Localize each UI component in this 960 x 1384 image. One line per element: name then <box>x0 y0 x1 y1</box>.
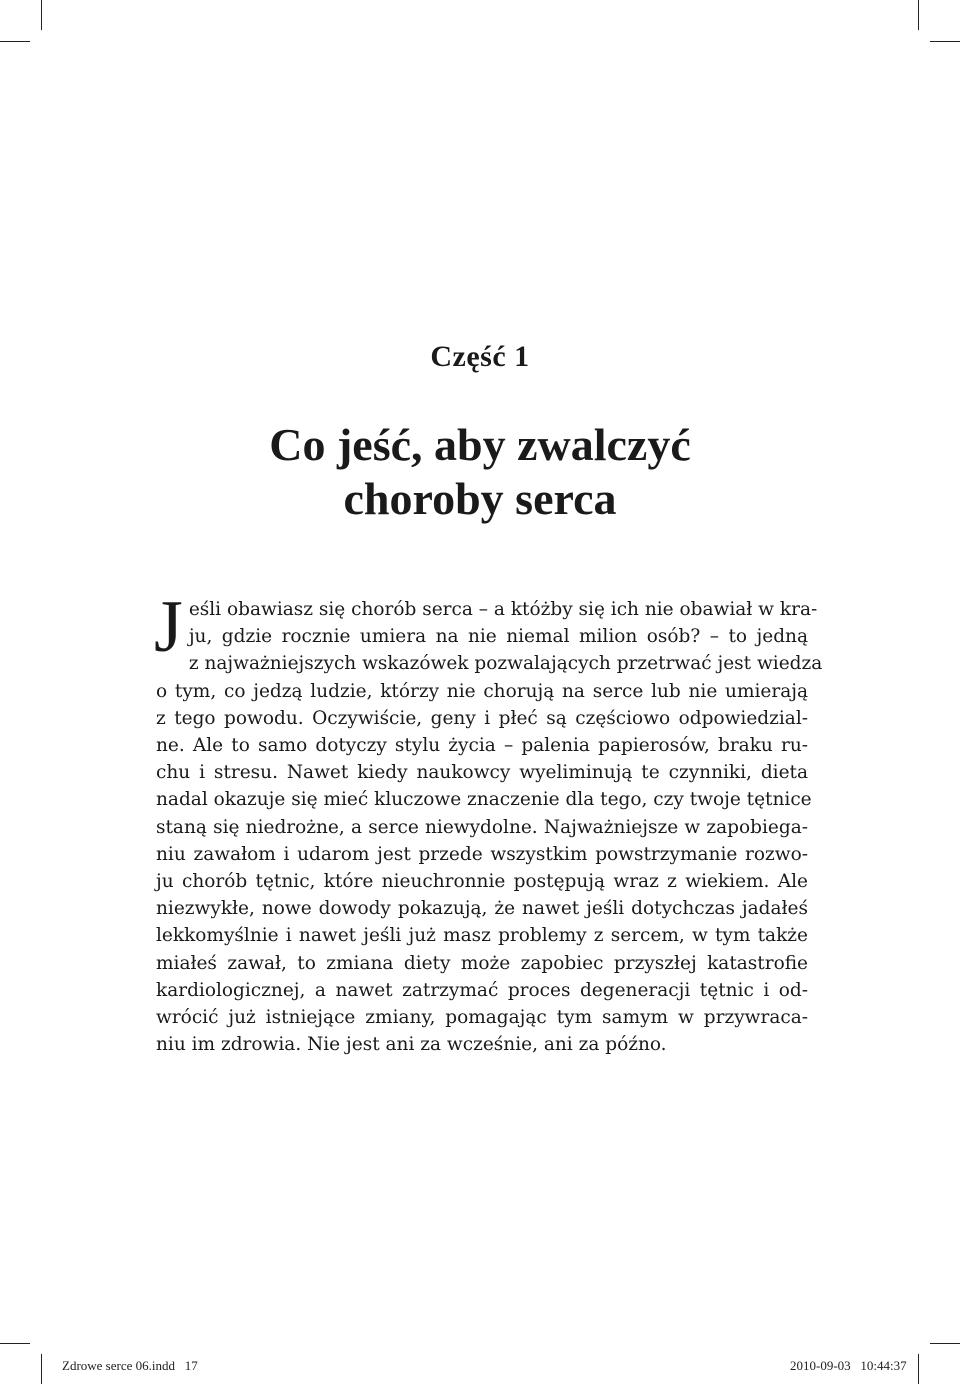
body-paragraph <box>154 586 823 1058</box>
body-line: niu im zdrowia. Nie jest ani za wcześnie, ani za późno. <box>156 1034 667 1056</box>
body-line: o tym, co jedzą ludzie, którzy nie chorują na serce lub nie umierają <box>156 680 808 702</box>
body-line: staną się niedrożne, a serce niewydolne. Najważniejsze w zapobiega- <box>156 816 808 838</box>
body-line: ju chorób tętnic, które nieuchronnie postępują wraz z wiekiem. Ale <box>156 871 808 893</box>
body-line: wrócić już istniejące zmiany, pomagając tym samym w przywraca- <box>156 1007 808 1029</box>
crop-mark-bottom-left-vertical <box>41 1354 42 1384</box>
body-line: ju, gdzie rocznie umiera na nie niemal milion osób? – to jedną <box>188 626 808 648</box>
body-line: chu i stresu. Nawet kiedy naukowcy wyeliminują te czynniki, dieta <box>156 762 808 784</box>
chapter-title-line-1: Co jeść, aby zwalczyć <box>269 419 691 470</box>
crop-mark-top-left-vertical <box>41 0 42 30</box>
body-line: niezwykłe, nowe dowody pokazują, że nawet jeśli dotychczas jadałeś <box>156 898 808 920</box>
crop-mark-bottom-right-vertical <box>918 1354 919 1384</box>
slug-timestamp: 2010-09-03 10:44:37 <box>790 1358 907 1373</box>
body-line: niu zawałom i udarom jest przede wszystkim powstrzymanie rozwo- <box>156 843 808 865</box>
body-line: kardiologicznej, a nawet zatrzymać proces degeneracji tętnic i od- <box>156 979 808 1001</box>
body-line: lekkomyślnie i nawet jeśli już masz problemy z sercem, w tym także <box>156 925 808 947</box>
crop-mark-top-right-horizontal <box>930 41 960 42</box>
crop-mark-bottom-right-horizontal <box>930 1343 960 1344</box>
crop-mark-top-right-vertical <box>918 0 919 30</box>
body-line: z najważniejszych wskazówek pozwalających przetrwać jest wiedza <box>188 653 823 675</box>
body-line: z tego powodu. Oczywiście, geny i płeć są częściowo odpowiedzial- <box>156 707 808 729</box>
body-line: miałeś zawał, to zmiana diety może zapobiec przyszłej katastrofie <box>156 952 808 974</box>
crop-mark-bottom-left-horizontal <box>0 1343 30 1344</box>
slug-filename: Zdrowe serce 06.indd 17 <box>62 1358 198 1373</box>
chapter-title-line-2: choroby serca <box>343 473 617 524</box>
body-line: eśli obawiasz się chorób serca – a któżby się ich nie obawiał w kra- <box>188 599 818 620</box>
body-line: ne. Ale to samo dotyczy stylu życia – palenia papierosów, braku ru- <box>156 735 808 757</box>
drop-cap: J <box>154 586 183 668</box>
body-line: nadal okazuje się mieć kluczowe znaczenie dla tego, czy twoje tętnice <box>156 789 812 811</box>
part-heading: Część 1 <box>430 340 530 373</box>
crop-mark-top-left-horizontal <box>0 41 30 42</box>
chapter-title <box>0 418 960 526</box>
